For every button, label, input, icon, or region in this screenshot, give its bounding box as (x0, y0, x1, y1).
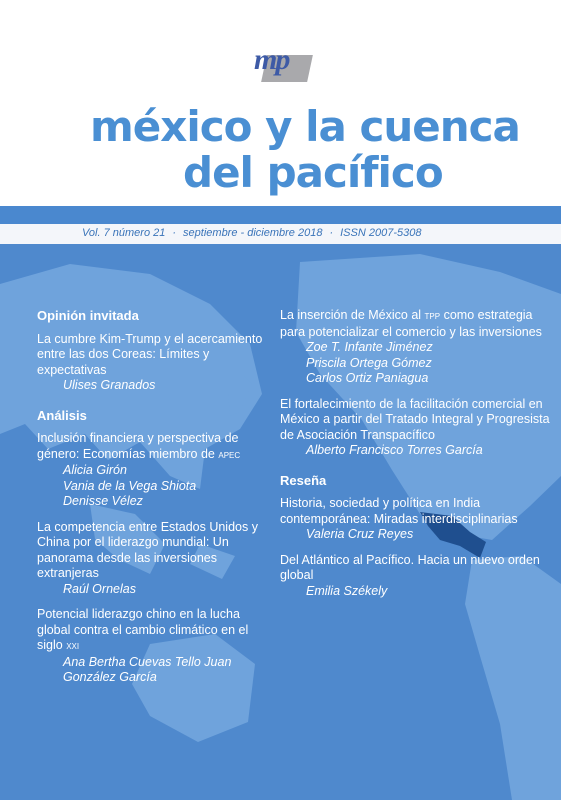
issue-period: septiembre - diciembre 2018 (183, 227, 323, 239)
header-stripe (0, 206, 561, 224)
article-title (280, 308, 550, 340)
review-author: Emilia Székely (306, 583, 388, 598)
article-author: González García (63, 670, 157, 684)
article-title: La cumbre Kim-Trump y el acercamiento entre las dos Coreas: Límites y expectativas (37, 331, 263, 377)
issue-volume: Vol. 7 número 21 (82, 227, 166, 239)
article-author: Raúl Ornelas (63, 581, 136, 596)
article-author: Priscila Ortega Gómez (306, 355, 432, 370)
article-us-china-competition (37, 520, 272, 598)
section-review-heading: Reseña (280, 472, 327, 488)
section-analysis-heading: Análisis (37, 407, 87, 423)
separator-dot: · (172, 227, 177, 239)
article-author: Alberto Francisco Torres García (306, 443, 483, 457)
article-climate-leadership (37, 607, 272, 686)
article-title-century: XXI (66, 642, 80, 651)
contents-left-column (37, 308, 272, 696)
article-title (37, 431, 272, 463)
review-title: Historia, sociedad y política en India contemporánea: Miradas interdisciplinarias (280, 496, 518, 526)
article-mexico-tpp (280, 308, 550, 387)
separator-dot: · (329, 227, 334, 239)
logo-text: mp (254, 43, 289, 76)
journal-title-line2: del pacífico (183, 148, 443, 197)
article-author: Zoe T. Infante Jiménez (306, 340, 433, 354)
article-title-acronym: APEC (218, 450, 241, 460)
review-title: Del Atlántico al Pacífico. Hacia un nuevo orden global (280, 552, 540, 582)
issue-bar (0, 224, 561, 244)
review-india (280, 496, 550, 543)
article-trade-facilitation (280, 397, 550, 459)
article-author: Carlos Ortiz Paniagua (306, 371, 429, 385)
section-opinion-heading: Opinión invitada (37, 308, 139, 323)
article-title: El fortalecimiento de la facilitación comercial en México a partir del Tratado Integral y Progresista de Asociación Transpacífico (280, 396, 550, 442)
article-author: Ulises Granados (63, 378, 156, 392)
article-author: Alicia Girón (63, 463, 127, 477)
review-author: Valeria Cruz Reyes (306, 527, 414, 541)
article-title: La competencia entre Estados Unidos y China por el liderazgo mundial: Un panorama desde las inversiones extranjeras (37, 519, 258, 580)
article-title-text: Inclusión financiera y perspectiva de género: Economías miembro de (37, 431, 239, 461)
article-title-text: Potencial liderazgo chino en la lucha global contra el cambio climático en el siglo (37, 607, 249, 652)
article-financial-inclusion (37, 431, 272, 510)
review-atlantic-pacific (280, 553, 550, 600)
cover-header (0, 0, 561, 206)
article-opinion (37, 332, 272, 394)
article-title-text: La inserción de México al (280, 308, 422, 322)
article-title-rest: como estrategia para potencializar el comercio y las inversiones (280, 308, 542, 339)
article-author: Vania de la Vega Shiota (63, 478, 197, 493)
cover-body (0, 224, 561, 800)
article-title-acronym: TPP (424, 312, 441, 321)
issue-info (82, 227, 421, 239)
article-title (37, 607, 272, 655)
article-author: Denisse Vélez (63, 494, 143, 508)
article-author: Ana Bertha Cuevas Tello Juan (63, 654, 232, 669)
contents-right-column (280, 308, 550, 609)
issue-issn: ISSN 2007-5308 (340, 227, 422, 239)
journal-title-line1: méxico y la cuenca (90, 102, 520, 151)
journal-logo (254, 45, 314, 85)
